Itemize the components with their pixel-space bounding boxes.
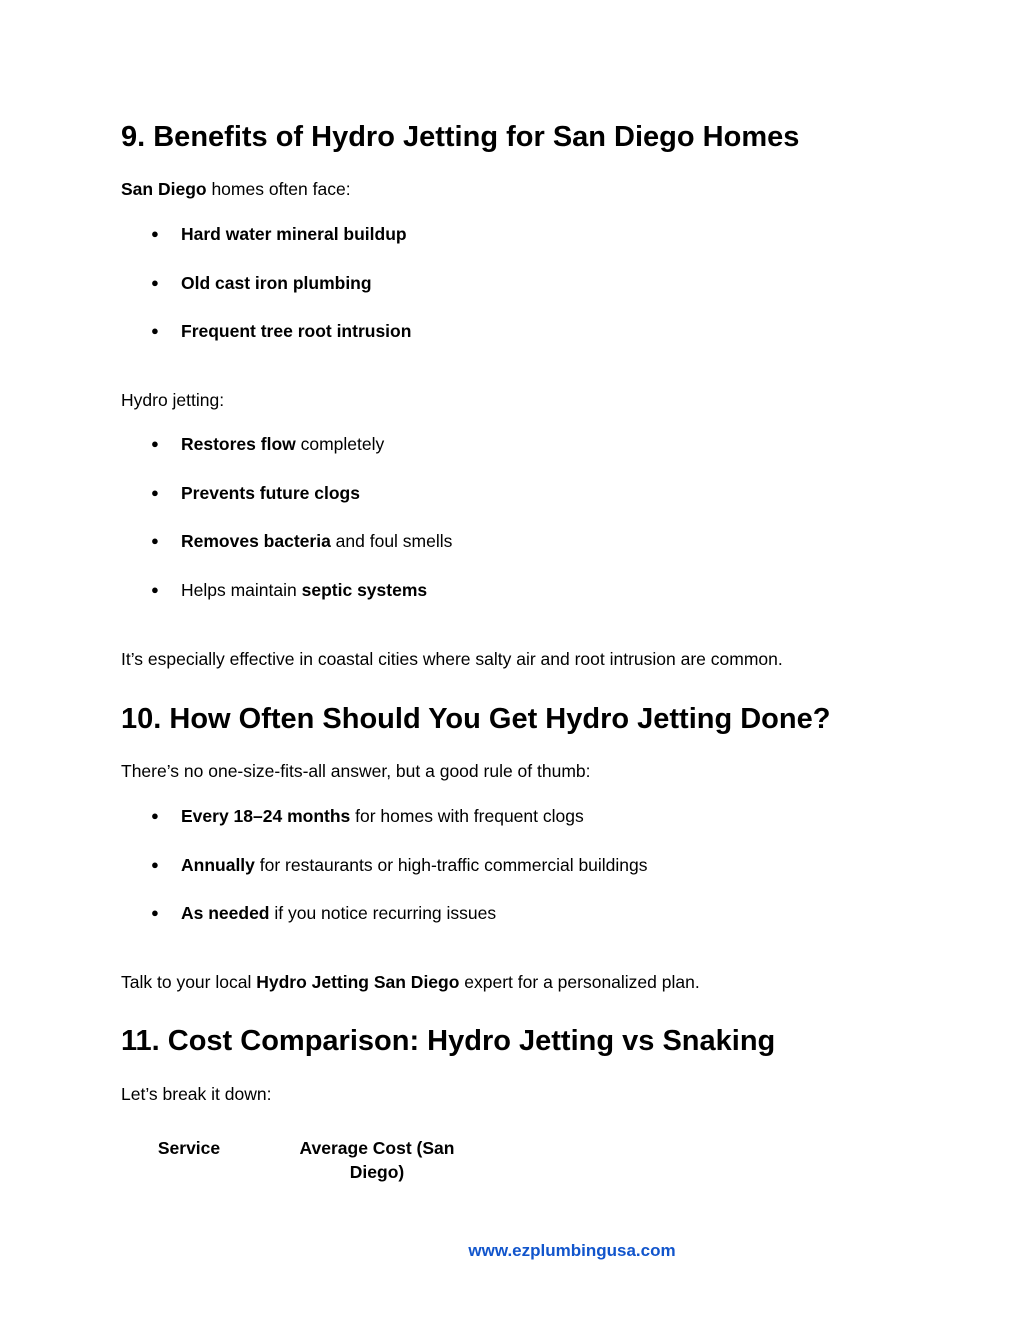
list-item	[121, 579, 821, 601]
benefit-text: Helps maintain	[181, 579, 302, 600]
issue-text: Old cast iron plumbing	[181, 272, 372, 293]
list-item	[121, 854, 821, 876]
bullet-icon: ●	[151, 533, 159, 548]
list-item	[121, 320, 821, 342]
section-11-heading: 11. Cost Comparison: Hydro Jetting vs Snaking	[121, 1025, 776, 1057]
bullet-icon: ●	[151, 856, 159, 872]
website-link[interactable]: www.ezplumbingusa.com	[468, 1241, 676, 1260]
intro-text: homes often face:	[206, 179, 351, 199]
section-9-heading: 9. Benefits of Hydro Jetting for San Diego Homes	[121, 121, 800, 153]
section-11-intro: Let’s break it down:	[121, 1084, 272, 1104]
list-item	[121, 482, 821, 504]
section-9-closing: It’s especially effective in coastal cities where salty air and root intrusion are common.	[121, 649, 783, 669]
frequency-text: for homes with frequent clogs	[350, 806, 584, 826]
bullet-icon: ●	[151, 808, 159, 823]
closing-text: Talk to your local	[121, 972, 257, 992]
bullet-icon: ●	[151, 484, 159, 500]
list-item	[121, 902, 821, 924]
list-item	[121, 272, 821, 294]
issue-text: Hard water mineral buildup	[181, 224, 407, 244]
bullet-icon: ●	[151, 323, 159, 338]
table-header-cost	[271, 1136, 483, 1184]
table-header-service: Service	[157, 1138, 221, 1158]
list-item	[121, 433, 821, 455]
frequency-text: for restaurants or high-traffic commercial buildings	[254, 854, 648, 875]
bullet-icon: ●	[151, 436, 159, 451]
section-10-closing	[121, 971, 700, 993]
issue-text: Frequent tree root intrusion	[181, 321, 412, 341]
table-header-cost-line: Diego)	[349, 1162, 405, 1182]
intro-bold-text: San Diego	[121, 179, 207, 199]
frequency-text: if you notice recurring issues	[269, 903, 497, 923]
bullet-icon: ●	[151, 274, 159, 290]
frequency-list	[121, 805, 821, 924]
benefit-text: and foul smells	[330, 531, 453, 551]
section-9-intro	[121, 178, 351, 200]
benefit-bold: Prevents future clogs	[181, 482, 360, 503]
benefit-text: completely	[295, 434, 385, 454]
list-item	[121, 530, 821, 552]
list-item	[121, 223, 821, 245]
benefits-list	[121, 433, 821, 601]
closing-text: expert for a personalized plan.	[459, 972, 700, 992]
table-header-cost-line: Average Cost (San	[299, 1138, 455, 1158]
benefit-bold: septic systems	[301, 579, 428, 600]
bullet-icon: ●	[151, 581, 159, 597]
frequency-bold: Every 18–24 months	[181, 806, 351, 826]
frequency-bold: Annually	[181, 854, 255, 875]
hydro-intro: Hydro jetting:	[121, 390, 225, 410]
issues-list	[121, 223, 821, 342]
frequency-bold: As needed	[181, 903, 270, 923]
closing-bold: Hydro Jetting San Diego	[256, 972, 460, 992]
bullet-icon: ●	[151, 905, 159, 920]
section-10-heading: 10. How Often Should You Get Hydro Jetting Done?	[121, 703, 831, 735]
benefit-bold: Restores flow	[181, 434, 296, 454]
benefit-bold: Removes bacteria	[181, 531, 331, 551]
section-10-intro: There’s no one-size-fits-all answer, but a good rule of thumb:	[121, 761, 591, 781]
bullet-icon: ●	[151, 226, 159, 241]
list-item	[121, 805, 821, 827]
